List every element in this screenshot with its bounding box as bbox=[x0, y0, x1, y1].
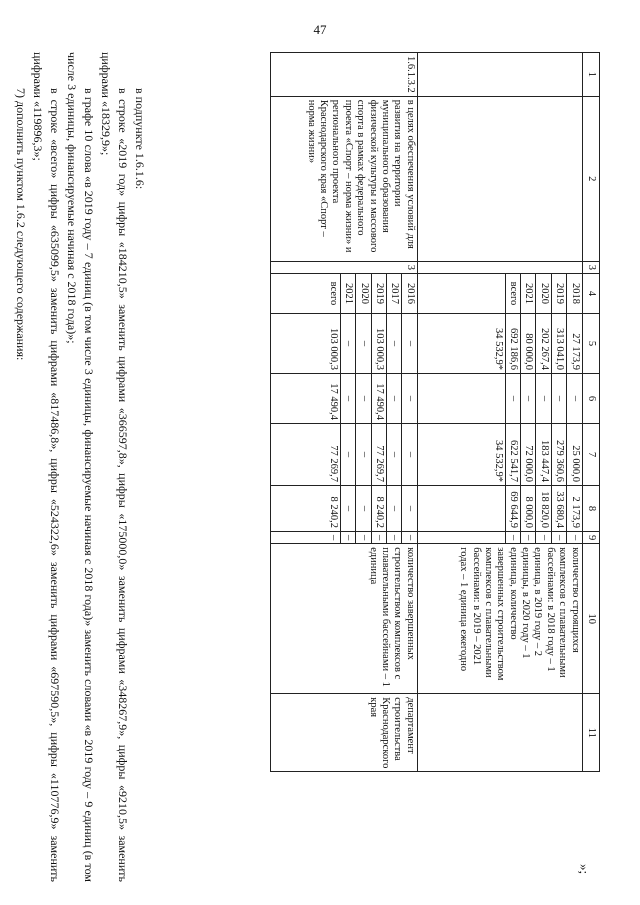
cell-regional: 279 360,6 bbox=[551, 424, 566, 486]
cell-federal: – bbox=[402, 374, 417, 424]
col-header: 1 bbox=[582, 53, 599, 97]
cell-regional: 622 541,7 bbox=[505, 424, 520, 486]
cell-local: 69 644,9 bbox=[505, 486, 520, 532]
cell-empty bbox=[417, 96, 582, 261]
cell-other: – bbox=[567, 532, 582, 544]
cell-regional: – bbox=[402, 424, 417, 486]
cell-local: 8 240,2 bbox=[371, 486, 386, 532]
cell-local: 33 680,4 bbox=[551, 486, 566, 532]
cell-year: 2021 bbox=[521, 274, 536, 314]
page-number: 47 bbox=[313, 22, 327, 37]
cell-other: – bbox=[505, 532, 520, 544]
cell-regional: 34 532,9* bbox=[417, 424, 505, 486]
cell-year: 2019 bbox=[371, 274, 386, 314]
cell-year: 2019 bbox=[551, 274, 566, 314]
cell-total: 202 267,4 bbox=[536, 314, 551, 374]
cell-year bbox=[417, 274, 505, 314]
cell-other: – bbox=[340, 532, 355, 544]
cell-local: – bbox=[387, 486, 402, 532]
header-row bbox=[582, 53, 599, 772]
cell-federal: – bbox=[536, 374, 551, 424]
cell-year: всего bbox=[505, 274, 520, 314]
cell-other: – bbox=[270, 532, 340, 544]
cell-local: – bbox=[356, 486, 371, 532]
cell-regional: 183 447,4 bbox=[536, 424, 551, 486]
cell-item-title: в целях обеспечения условий для развития на территории муниципального образования физической культуры и массового спорта в рамках федерального проекта «Спорт – норма жизни» и регионального проекта Краснодарского края «Спорт – норма жизни» bbox=[270, 96, 417, 261]
cell-indicator: количество строящихся комплексов с плавательными бассейнами: в 2018 году – 1 единица, в 2019 году – 2 единицы, в 2020 году – 1 единица, количество завершенных строительством комплексов с плавательными бассейнами: в 2019 – 2021 годах – 1 единица ежегодно bbox=[417, 544, 582, 694]
cell-local: 8 000,0 bbox=[521, 486, 536, 532]
cell-total: 34 532,9* bbox=[417, 314, 505, 374]
cell-local bbox=[417, 486, 505, 532]
cell-empty bbox=[417, 261, 582, 273]
cell-regional: 72 000,0 bbox=[521, 424, 536, 486]
cell-federal: – bbox=[387, 374, 402, 424]
cell-regional: 25 000,0 bbox=[567, 424, 582, 486]
cell-other: – bbox=[551, 532, 566, 544]
paragraph: в строке «всего» цифры «635099,5» заменить цифрами «817486,8», цифры «524322,6» заменить цифрами «697590,5», цифры «110776,9» заменить цифрами «119896,3»; bbox=[31, 52, 62, 882]
cell-federal: 17 490,4 bbox=[270, 374, 340, 424]
cell-indicator: количество завершенных строительством комплексов с плавательными бассейнами – 1 единица bbox=[270, 544, 417, 694]
cell-other: – bbox=[356, 532, 371, 544]
cell-total: 313 041,0 bbox=[551, 314, 566, 374]
cell-regional: 77 269,7 bbox=[371, 424, 386, 486]
col-header: 8 bbox=[582, 486, 599, 532]
cell-local: 2 173,9 bbox=[567, 486, 582, 532]
cell-federal: 17 490,4 bbox=[371, 374, 386, 424]
cell-other bbox=[417, 532, 505, 544]
cell-federal: – bbox=[505, 374, 520, 424]
cell-col3: 3 bbox=[270, 261, 417, 273]
col-header: 11 bbox=[582, 694, 599, 772]
cell-year: всего bbox=[270, 274, 340, 314]
cell-federal: – bbox=[356, 374, 371, 424]
paragraph: 7) дополнить пунктом 1.6.2 следующего содержания: bbox=[14, 88, 28, 361]
cell-other: – bbox=[387, 532, 402, 544]
cell-total: – bbox=[387, 314, 402, 374]
cell-federal: – bbox=[567, 374, 582, 424]
cell-year: 2021 bbox=[340, 274, 355, 314]
cell-federal: – bbox=[521, 374, 536, 424]
cell-total: 103 000,3 bbox=[371, 314, 386, 374]
cell-total: 103 000,3 bbox=[270, 314, 340, 374]
col-header: 2 bbox=[582, 96, 599, 261]
cell-item-number: 1.6.1.3.2 bbox=[270, 53, 417, 97]
cell-total: 80 000,0 bbox=[521, 314, 536, 374]
cell-regional: – bbox=[340, 424, 355, 486]
cell-total: – bbox=[356, 314, 371, 374]
table-row bbox=[402, 53, 417, 772]
cell-other: – bbox=[371, 532, 386, 544]
col-header: 9 bbox=[582, 532, 599, 544]
amendment-text bbox=[12, 52, 148, 882]
cell-total: – bbox=[402, 314, 417, 374]
cell-total: 27 173,9 bbox=[567, 314, 582, 374]
cell-total: – bbox=[340, 314, 355, 374]
cell-year: 2020 bbox=[536, 274, 551, 314]
cell-year: 2016 bbox=[402, 274, 417, 314]
cell-year: 2018 bbox=[567, 274, 582, 314]
cell-federal: – bbox=[551, 374, 566, 424]
cell-other: – bbox=[402, 532, 417, 544]
col-header: 4 bbox=[582, 274, 599, 314]
paragraph: в подпункте 1.6.1.6: bbox=[133, 88, 147, 190]
cell-federal: – bbox=[340, 374, 355, 424]
cell-other: – bbox=[536, 532, 551, 544]
cell-regional: 77 269,7 bbox=[270, 424, 340, 486]
table-row bbox=[567, 53, 582, 772]
cell-local: – bbox=[402, 486, 417, 532]
cell-local: 8 240,2 bbox=[270, 486, 340, 532]
closing-quote: »; bbox=[577, 864, 592, 875]
cell-year: 2017 bbox=[387, 274, 402, 314]
col-header: 3 bbox=[582, 261, 599, 273]
cell-year: 2020 bbox=[356, 274, 371, 314]
col-header: 5 bbox=[582, 314, 599, 374]
cell-total: 692 186,6 bbox=[505, 314, 520, 374]
cell-empty bbox=[417, 694, 582, 772]
paragraph: в графе 10 слова «в 2019 году – 7 единиц (в том числе 3 единицы, финансируемые начиная с 2018 года)» заменить словами «в 2019 году – 9 единиц (в том числе 3 единицы, финансируемые начиная с 2018 года)»; bbox=[65, 52, 96, 882]
cell-empty bbox=[417, 53, 582, 97]
program-table bbox=[270, 52, 600, 772]
col-header: 7 bbox=[582, 424, 599, 486]
col-header: 6 bbox=[582, 374, 599, 424]
rotated-page-content bbox=[14, 52, 600, 882]
cell-regional: – bbox=[387, 424, 402, 486]
cell-federal bbox=[417, 374, 505, 424]
cell-executor: департамент строительства Краснодарского края bbox=[270, 694, 417, 772]
cell-other: – bbox=[521, 532, 536, 544]
cell-local: 18 820,0 bbox=[536, 486, 551, 532]
col-header: 10 bbox=[582, 544, 599, 694]
paragraph: в строке «2019 год» цифры «184210,5» заменить цифрами «366597,8», цифры «175000,0» заменить цифрами «348267,9», цифры «9210,5» заменить цифрами «18329,9»; bbox=[99, 52, 130, 882]
cell-local: – bbox=[340, 486, 355, 532]
cell-regional: – bbox=[356, 424, 371, 486]
